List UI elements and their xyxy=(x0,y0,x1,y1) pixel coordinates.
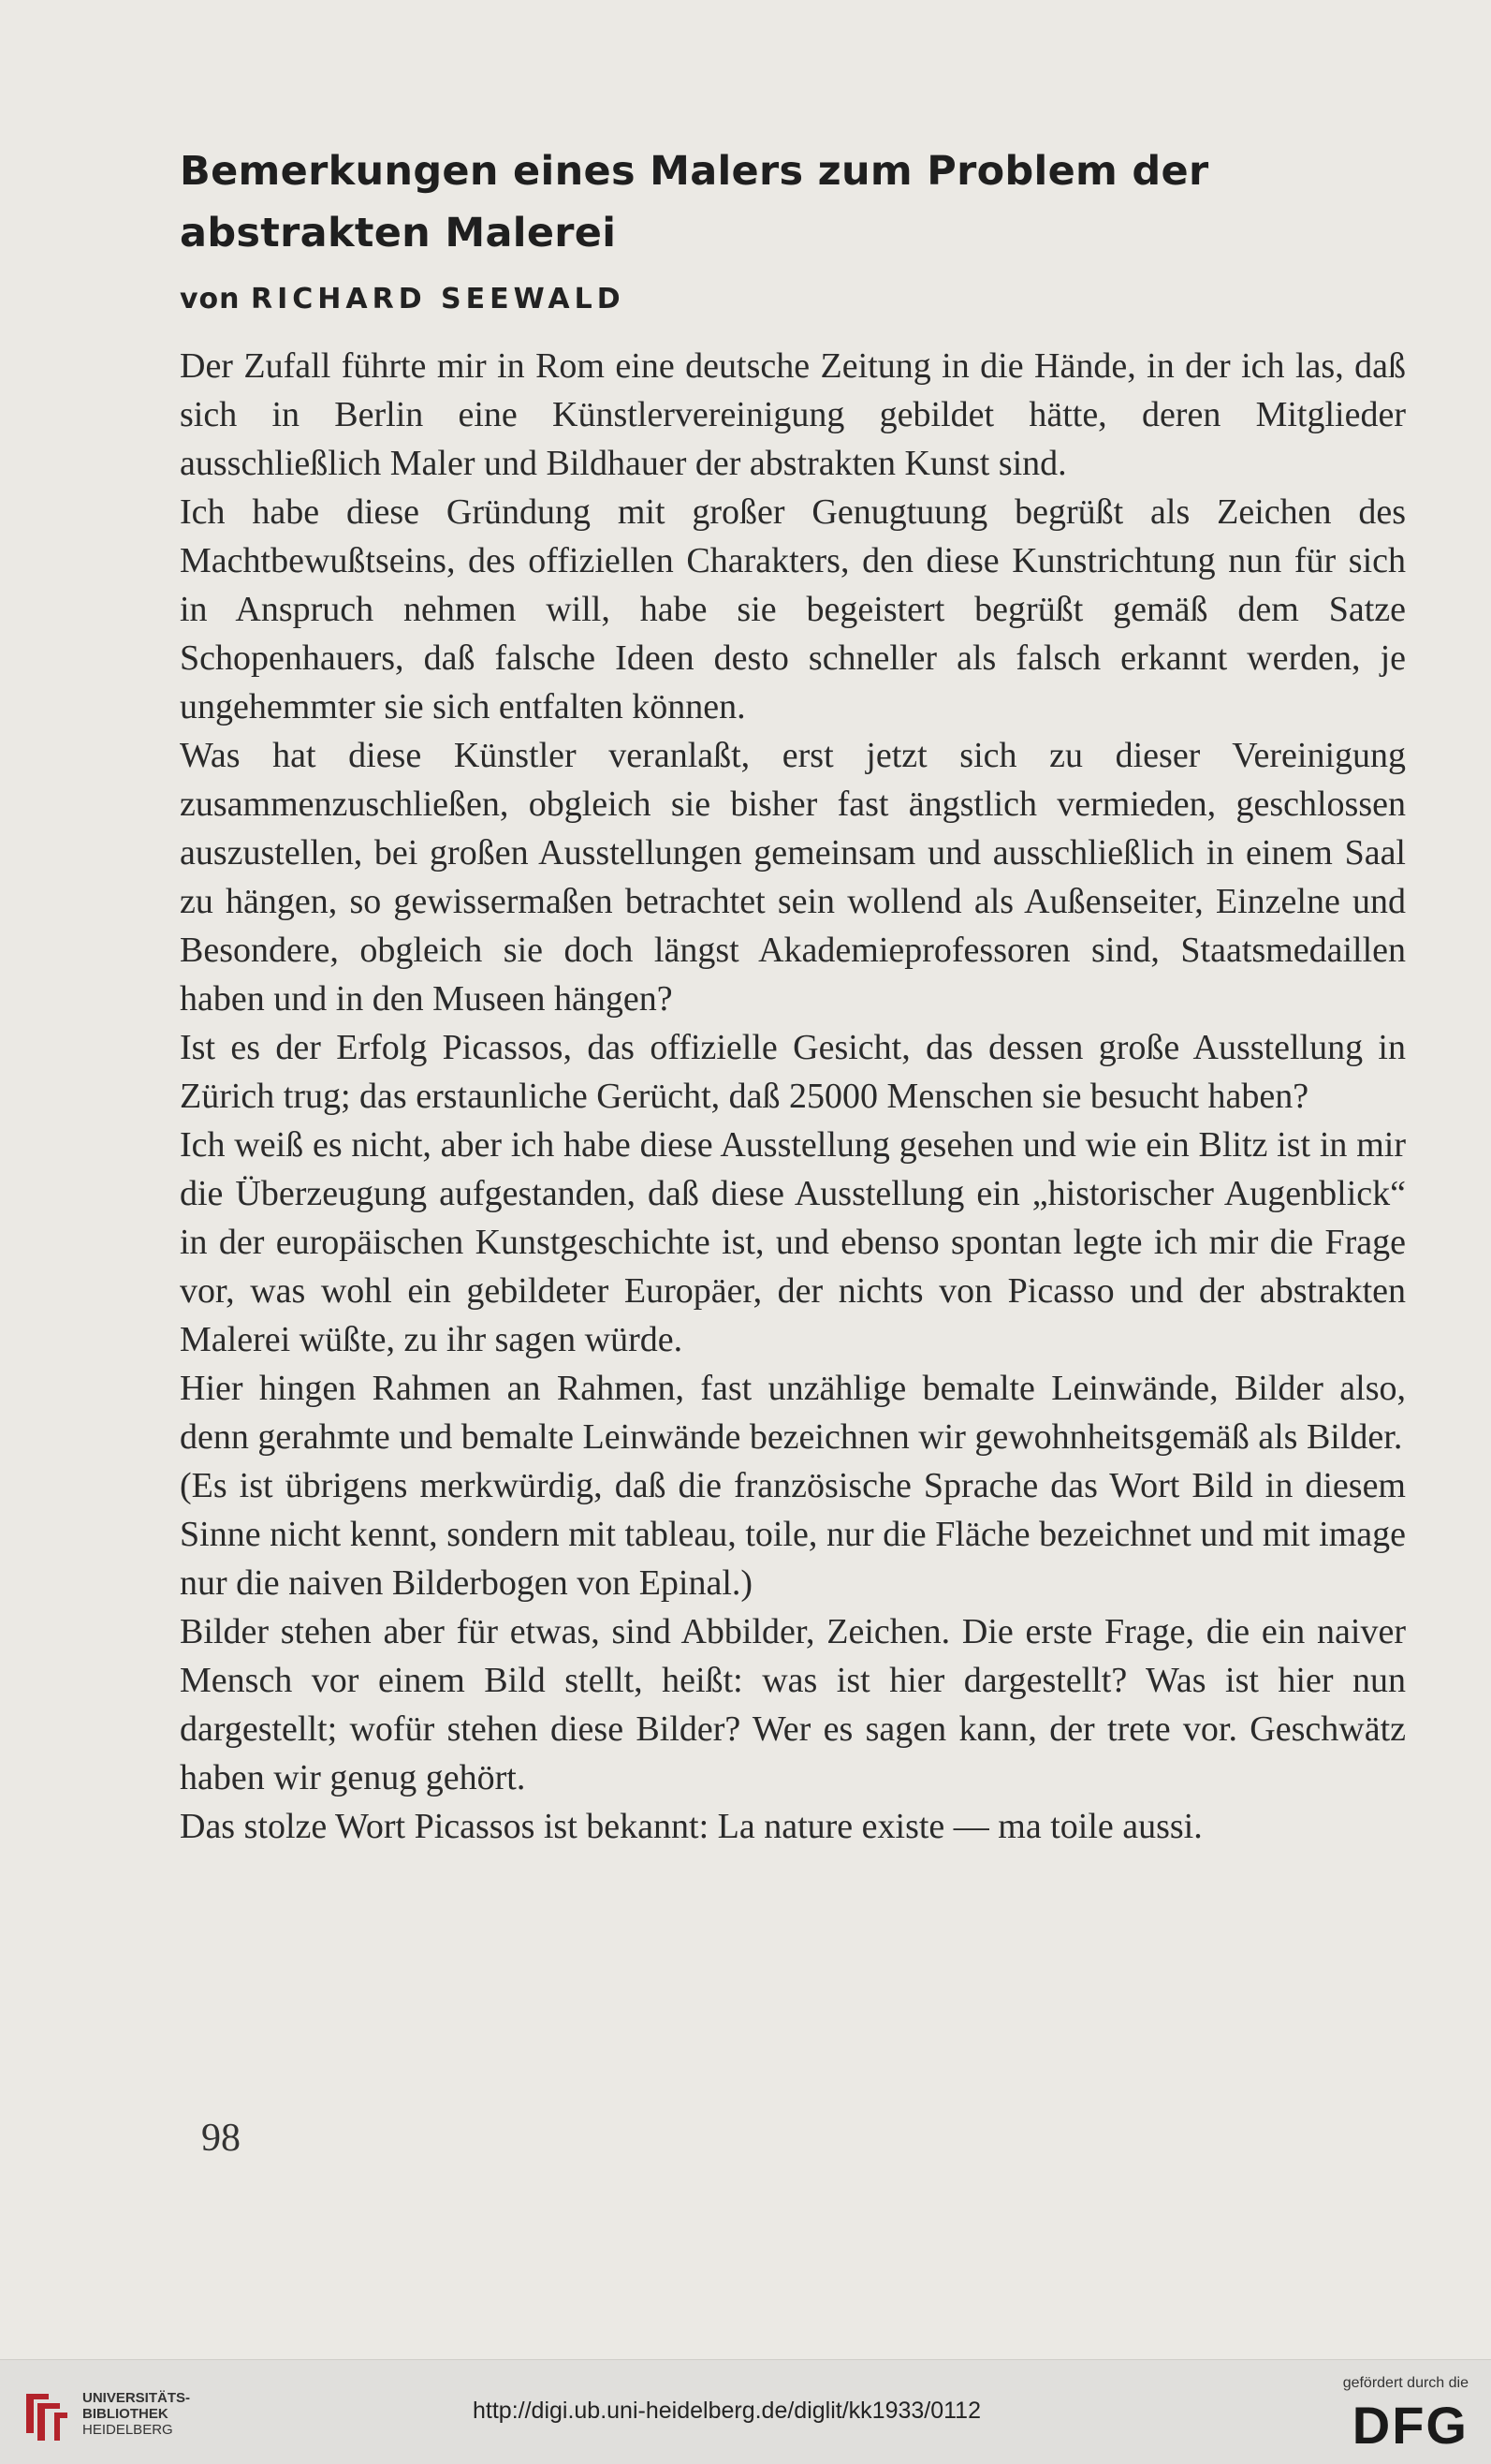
library-name xyxy=(82,2390,190,2438)
library-line: HEIDELBERG xyxy=(82,2422,173,2438)
university-logo-icon xyxy=(17,2386,75,2444)
footer-bar xyxy=(0,2359,1491,2464)
funding-note: gefördert durch die xyxy=(1342,2375,1469,2391)
article xyxy=(180,140,1411,1851)
page-number: 98 xyxy=(201,2117,241,2160)
paragraph: (Es ist übrigens merkwürdig, daß die französische Sprache das Wort Bild in diesem Sinne nicht kennt, sondern mit tableau, toile, nur die Fläche bezeichnet und mit image nur die naiven Bilderbogen von Epinal.) xyxy=(180,1466,1406,1603)
dfg-logo: DFG xyxy=(1352,2396,1469,2455)
source-url-link[interactable]: http://digi.ub.uni-heidelberg.de/diglit/kk1933/0112 xyxy=(473,2398,981,2424)
library-line: UNIVERSITÄTS- xyxy=(82,2390,191,2406)
paragraph: Ich habe diese Gründung mit großer Genugtuung begrüßt als Zeichen des Machtbewußtseins, des offiziellen Charakters, den diese Kunstrichtung nun für sich in Anspruch nehmen will, habe sie begeistert begrüßt gemäß dem Satze Schopenhauers, daß falsche Ideen desto schneller als falsch erkannt werden, je ungehemmter sie sich entfalten können. xyxy=(180,492,1406,726)
paragraph: Ich weiß es nicht, aber ich habe diese Ausstellung gesehen und wie ein Blitz ist in mir die Überzeugung aufgestanden, daß diese Ausstellung ein „historischer Augenblick“ in der europäischen Kunstgeschichte ist, und ebenso spontan legte ich mir die Frage vor, was wohl ein gebildeter Europäer, der nichts von Picasso und der abstrakten Malerei wüßte, zu ihr sagen würde. xyxy=(180,1125,1406,1359)
author-name: RICHARD SEEWALD xyxy=(250,283,625,315)
paragraph: Was hat diese Künstler veranlaßt, erst jetzt sich zu dieser Vereinigung zusammenzuschließen, obgleich sie bisher fast ängstlich vermieden, geschlossen auszustellen, bei großen Ausstellungen gemeinsam und ausschließlich in einem Saal zu hängen, so gewissermaßen betrachtet sein wollend als Außenseiter, Einzelne und Besondere, obgleich sie doch längst Akademieprofessoren sind, Staatsmedaillen haben und in den Museen hängen? xyxy=(180,736,1406,1019)
paragraph: Hier hingen Rahmen an Rahmen, fast unzählige bemalte Leinwände, Bilder also, denn gerahmte und bemalte Leinwände bezeichnen wir gewohnheitsgemäß als Bilder. xyxy=(180,1369,1406,1457)
author-prefix: von xyxy=(180,283,241,315)
paragraph: Das stolze Wort Picassos ist bekannt: La nature existe — ma toile aussi. xyxy=(180,1807,1203,1846)
article-body xyxy=(180,342,1406,1851)
paragraph: Bilder stehen aber für etwas, sind Abbilder, Zeichen. Die erste Frage, die ein naiver Mensch vor einem Bild stellt, heißt: was ist hier dargestellt? Was ist hier nun dargestellt; wofür stehen diese Bilder? Wer es sagen kann, der trete vor. Geschwätz haben wir genug gehört. xyxy=(180,1612,1406,1797)
article-title: Bemerkungen eines Malers zum Problem der abstrakten Malerei xyxy=(180,148,1209,257)
article-author xyxy=(180,283,1411,315)
library-line: BIBLIOTHEK xyxy=(82,2406,168,2422)
paragraph: Ist es der Erfolg Picassos, das offizielle Gesicht, das dessen große Ausstellung in Zürich trug; das erstaunliche Gerücht, daß 25000 Menschen sie besucht haben? xyxy=(180,1028,1406,1116)
paragraph: Der Zufall führte mir in Rom eine deutsche Zeitung in die Hände, in der ich las, daß sich in Berlin eine Künstlervereinigung gebildet hätte, deren Mitglieder ausschließlich Maler und Bildhauer der abstrakten Kunst sind. xyxy=(180,346,1406,483)
